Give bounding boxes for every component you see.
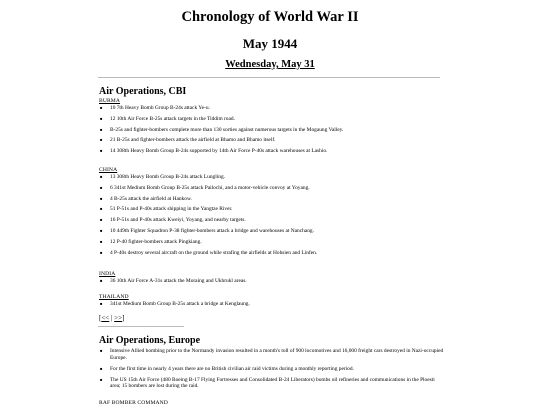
list-item: ■ 10 7th Heavy Bomb Group B-24s attack Ye-u. (99, 105, 444, 112)
subsection-label-raf: RAF BOMBER COMMAND (99, 400, 168, 406)
nav-separator: | (111, 314, 113, 322)
prev-link[interactable]: << (101, 314, 110, 322)
list-item: ■ 6 341st Medium Bomb Group B-25s attack Pailochi, and a motor-vehicle convoy at Yoyang. (99, 185, 444, 192)
list-item: ■ 16 P-51s and P-40s attack Kweiyi, Yoyang, and nearby targets. (99, 217, 444, 224)
list-item: ■ 12 10th Air Force B-25s attack targets in the Tiddim road. (99, 116, 444, 123)
divider (98, 77, 440, 78)
list-item: ■ 10 449th Fighter Squadron P-38 fighter-bombers attack a bridge and warehouses at Nanchang. (99, 228, 444, 235)
date-link[interactable]: Wednesday, May 31 (225, 59, 315, 70)
subsection-label-china: CHINA (99, 167, 118, 173)
list-item: ■ B-25s and fighter-bombers complete more than 130 sorties against numerous targets in the Mogaung Valley. (99, 127, 444, 134)
list-item: ■ 341st Medium Bomb Group B-25s attack a bridge at Kenglaung. (99, 301, 444, 308)
list-item: ■ For the first time in nearly 4 years there are no British civilian air raid victims during a monthly reporting period. (99, 366, 444, 373)
list-item: ■ Intensive Allied bombing prior to the Normandy invasion resulted in a month's toll of 900 locomotives and 16,000 freight cars destroyed in Nazi-occupied Europe. (99, 348, 444, 362)
list-item: ■ 4 B-25s attack the airfield at Hankow. (99, 196, 444, 203)
section-heading-cbi: Air Operations, CBI (99, 86, 187, 97)
divider (98, 326, 184, 327)
thailand-list (99, 301, 444, 312)
subsection-label-thailand: THAILAND (99, 294, 129, 300)
list-item: ■ The US 15th Air Force (480 Boeing B-17 Flying Fortresses and Consolidated B-24 Liberators) bombs oil refineries and communications in the Ploesti area; 15 bombers are lost during the raid. (99, 377, 444, 391)
list-item: ■ 21 B-25s and fighter-bombers attack the airfield at Bhamo and Bhamo itself. (99, 137, 444, 144)
page-navigation: [<< | >>] (99, 314, 125, 322)
page-title: Chronology of World War II (181, 9, 359, 25)
list-item: ■ 13 308th Heavy Bomb Group B-24s attack Lungling. (99, 174, 444, 181)
page-subtitle: May 1944 (242, 36, 298, 51)
subsection-label-india: INDIA (99, 271, 116, 277)
europe-list (99, 348, 444, 394)
china-list (99, 174, 444, 260)
list-item: ■ 14 308th Heavy Bomb Group B-24s supported by 14th Air Force P-40s attack warehouses at Lashio. (99, 148, 444, 155)
burma-list (99, 105, 444, 159)
list-item: ■ 12 P-40 fighter-bombers attack Pingkiang. (99, 239, 444, 246)
subsection-label-burma: BURMA (99, 98, 121, 104)
list-item: ■ 36 10th Air Force A-31s attack the Moraing and Ukhrukl areas. (99, 278, 444, 285)
list-item: ■ 4 P-40s destroy several aircraft on the ground while strafing the airfields at Hohsien and Linfen. (99, 250, 444, 257)
list-item: ■ 51 P-51s and P-40s attack shipping in the Yangtze River. (99, 206, 444, 213)
next-link[interactable]: >> (114, 314, 123, 322)
section-heading-europe: Air Operations, Europe (99, 335, 201, 346)
india-list (99, 278, 444, 289)
